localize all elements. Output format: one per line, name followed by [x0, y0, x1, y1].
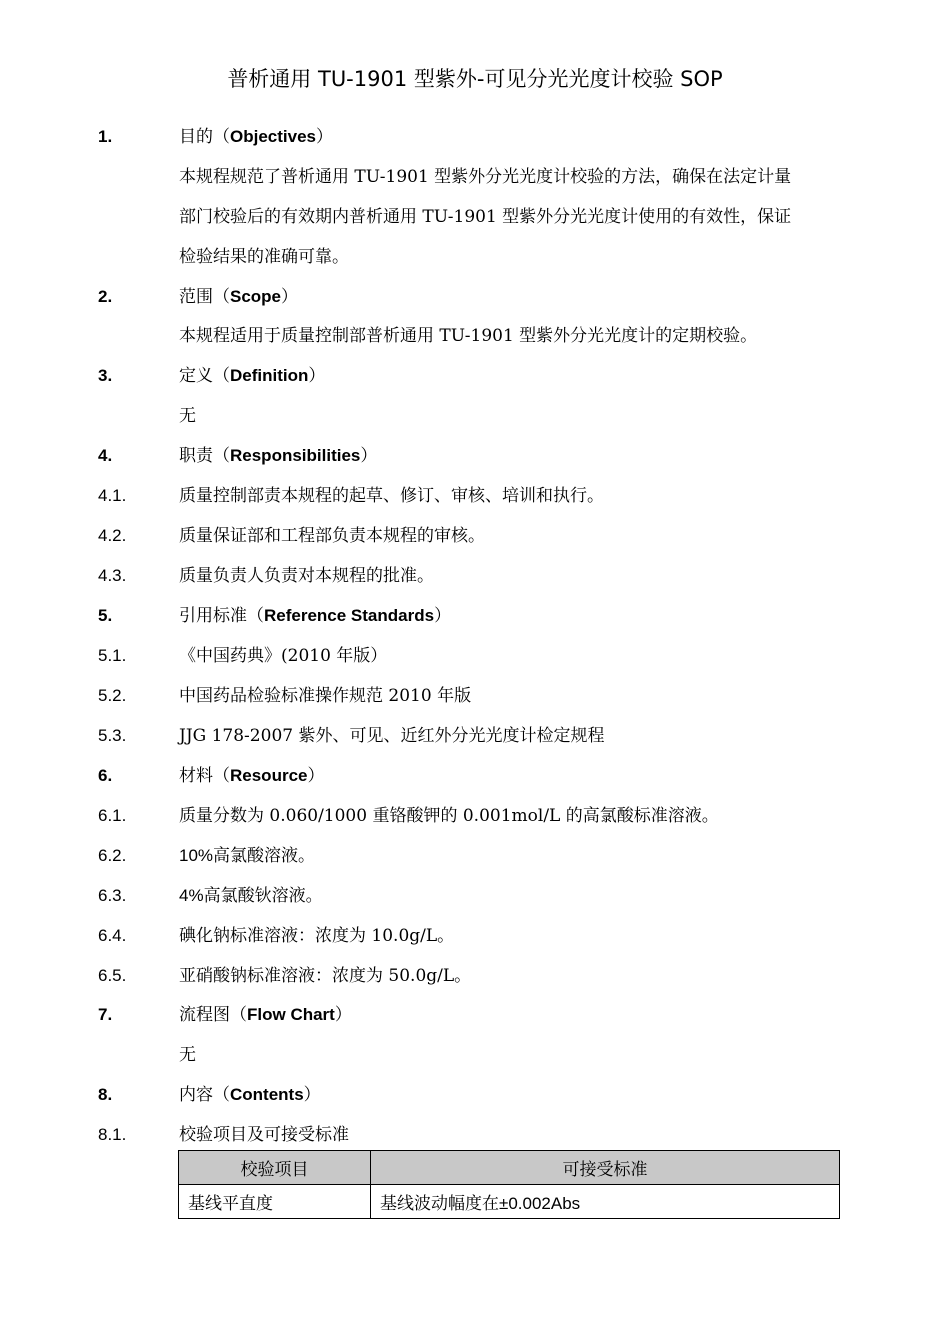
heading-cn: 流程图（	[179, 1005, 247, 1025]
item-text: 碘化钠标准溶液：浓度为 10.0g/L。	[179, 926, 455, 946]
heading-cn: 目的（	[179, 127, 230, 147]
heading-close: ）	[316, 127, 333, 147]
list-item	[0, 683, 950, 709]
section-heading-8	[0, 1082, 950, 1108]
list-item	[0, 1122, 950, 1148]
list-item	[0, 723, 950, 749]
table-row	[179, 1185, 840, 1219]
item-number: 6.1.	[98, 806, 127, 825]
paragraph-line: 本规程适用于质量控制部普析通用 TU-1901 型紫外分光光度计的定期校验。	[179, 326, 758, 346]
item-number: 6.3.	[98, 886, 127, 905]
heading-en: Reference Standards	[264, 606, 435, 625]
list-item	[0, 803, 950, 829]
section-heading-4	[0, 443, 950, 469]
document-title: 普析通用 TU-1901 型紫外-可见分光光度计校验 SOP	[227, 67, 723, 91]
list-item	[0, 963, 950, 989]
section-number: 8.	[98, 1085, 113, 1104]
item-text: 中国药品检验标准操作规范 2010 年版	[179, 686, 472, 706]
heading-en: Scope	[230, 287, 282, 306]
item-text: 4%高氯酸钬溶液。	[179, 886, 323, 905]
list-item	[0, 883, 950, 909]
paragraph-line: 检验结果的准确可靠。	[179, 247, 349, 267]
item-number: 6.4.	[98, 926, 127, 945]
item-number: 8.1.	[98, 1125, 127, 1144]
table-header-cell: 校验项目	[179, 1151, 371, 1185]
list-item	[0, 923, 950, 949]
section-heading-2	[0, 284, 950, 310]
section-number: 5.	[98, 606, 113, 625]
list-item	[0, 843, 950, 869]
section-number: 3.	[98, 366, 113, 385]
heading-en: Contents	[230, 1085, 304, 1104]
item-text: 质量控制部责本规程的起草、修订、审核、培训和执行。	[179, 486, 604, 506]
table-header-row	[179, 1151, 840, 1185]
section-heading-7	[0, 1002, 950, 1028]
heading-close: ）	[434, 606, 452, 626]
item-text: 亚硝酸钠标准溶液：浓度为 50.0g/L。	[179, 966, 472, 986]
item-number: 6.2.	[98, 846, 127, 865]
table-cell: 基线波动幅度在±0.002Abs	[371, 1185, 840, 1219]
item-number: 4.3.	[98, 566, 127, 585]
section-number: 2.	[98, 287, 113, 306]
item-number: 4.1.	[98, 486, 127, 505]
table-cell: 基线平直度	[179, 1185, 371, 1219]
item-text: 10%高氯酸溶液。	[179, 846, 316, 865]
heading-close: ）	[307, 766, 325, 786]
list-item	[0, 643, 950, 669]
heading-en: Responsibilities	[230, 446, 361, 465]
section-number: 6.	[98, 766, 113, 785]
item-text: 《中国药典》(2010 年版）	[179, 646, 388, 666]
heading-cn: 内容（	[179, 1085, 230, 1105]
list-item	[0, 563, 950, 589]
criteria-table	[178, 1150, 840, 1219]
heading-en: Resource	[230, 766, 308, 785]
item-text: JJG 178-2007 紫外、可见、近红外分光光度计检定规程	[179, 726, 605, 746]
heading-close: ）	[308, 366, 326, 386]
item-text: 质量保证部和工程部负责本规程的审核。	[179, 526, 485, 546]
item-text: 质量负责人负责对本规程的批准。	[179, 566, 434, 586]
list-item	[0, 523, 950, 549]
paragraph-line: 无	[179, 406, 196, 426]
heading-en: Flow Chart	[247, 1005, 335, 1024]
heading-cn: 材料（	[179, 766, 230, 786]
item-text: 质量分数为 0.060/1000 重铬酸钾的 0.001mol/L 的高氯酸标准溶液。	[179, 806, 719, 826]
section-number: 4.	[98, 446, 113, 465]
paragraph-line: 本规程规范了普析通用 TU-1901 型紫外分光光度计校验的方法，确保在法定计量	[179, 167, 792, 187]
item-number: 4.2.	[98, 526, 127, 545]
heading-cn: 职责（	[179, 446, 230, 466]
section-heading-1	[0, 124, 950, 150]
table-header-cell: 可接受标准	[371, 1151, 840, 1185]
item-number: 5.1.	[98, 646, 127, 665]
heading-en: Definition	[230, 366, 309, 385]
heading-cn: 范围（	[179, 287, 230, 307]
heading-close: ）	[281, 287, 299, 307]
heading-close: ）	[360, 446, 378, 466]
paragraph-line: 无	[179, 1045, 196, 1065]
section-number: 7.	[98, 1005, 113, 1024]
item-number: 5.3.	[98, 726, 127, 745]
section-heading-6	[0, 763, 950, 789]
section-number: 1.	[98, 127, 113, 146]
heading-close: ）	[303, 1085, 321, 1105]
item-number: 5.2.	[98, 686, 127, 705]
heading-cn: 引用标准（	[179, 606, 264, 626]
section-heading-3	[0, 363, 950, 389]
heading-cn: 定义（	[179, 366, 230, 386]
section-heading-5	[0, 603, 950, 629]
paragraph-line: 部门校验后的有效期内普析通用 TU-1901 型紫外分光光度计使用的有效性，保证	[179, 207, 792, 227]
heading-close: ）	[334, 1005, 352, 1025]
list-item	[0, 483, 950, 509]
item-number: 6.5.	[98, 966, 127, 985]
heading-en: Objectives	[230, 127, 316, 146]
item-text: 校验项目及可接受标准	[179, 1125, 349, 1145]
